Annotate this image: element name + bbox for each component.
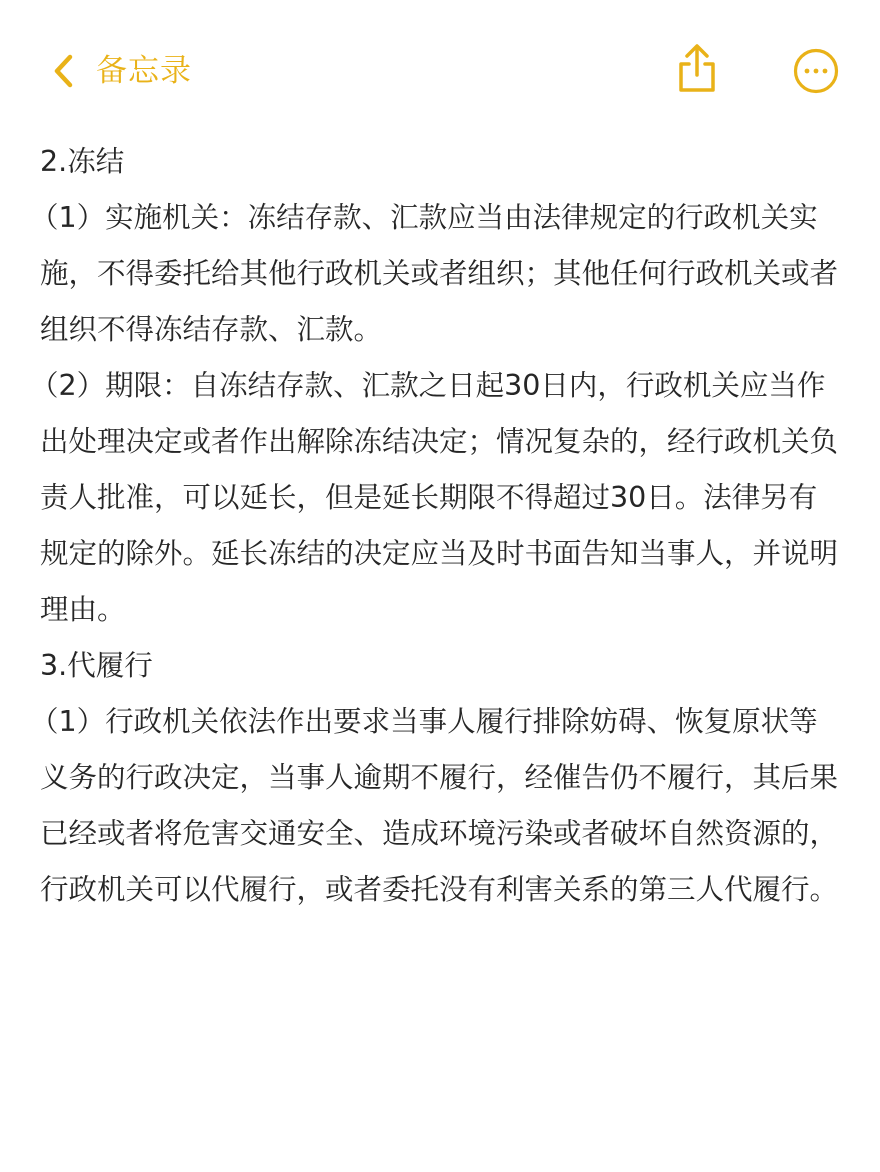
ellipsis-circle-icon — [792, 47, 840, 95]
heading-freeze: 2.冻结 — [40, 145, 125, 178]
back-button[interactable] — [46, 48, 192, 94]
navigation-bar — [0, 0, 880, 140]
more-button[interactable] — [792, 47, 840, 95]
chevron-left-icon — [46, 48, 80, 94]
paragraph-freeze-authority: （1）实施机关：冻结存款、汇款应当由法律规定的行政机关实施，不得委托给其他行政机关或者组织；其他任何行政机关或者组织不得冻结存款、汇款。 — [30, 201, 839, 346]
share-button[interactable] — [673, 42, 721, 96]
share-icon — [673, 42, 721, 96]
heading-substitute-performance: 3.代履行 — [40, 649, 153, 682]
paragraph-substitute-performance: （1）行政机关依法作出要求当事人履行排除妨碍、恢复原状等义务的行政决定，当事人逾期不履行，经催告仍不履行，其后果已经或者将危害交通安全、造成环境污染或者破坏自然资源的，行政机关可以代履行，或者委托没有利害关系的第三人代履行。 — [30, 705, 839, 906]
paragraph-freeze-period: （2）期限：自冻结存款、汇款之日起30日内，行政机关应当作出处理决定或者作出解除冻结决定；情况复杂的，经行政机关负责人批准，可以延长，但是延长期限不得超过30日。法律另有规定的除外。延长冻结的决定应当及时书面告知当事人，并说明理由。 — [30, 369, 839, 626]
note-body[interactable] — [30, 134, 840, 918]
back-label: 备忘录 — [96, 53, 192, 89]
